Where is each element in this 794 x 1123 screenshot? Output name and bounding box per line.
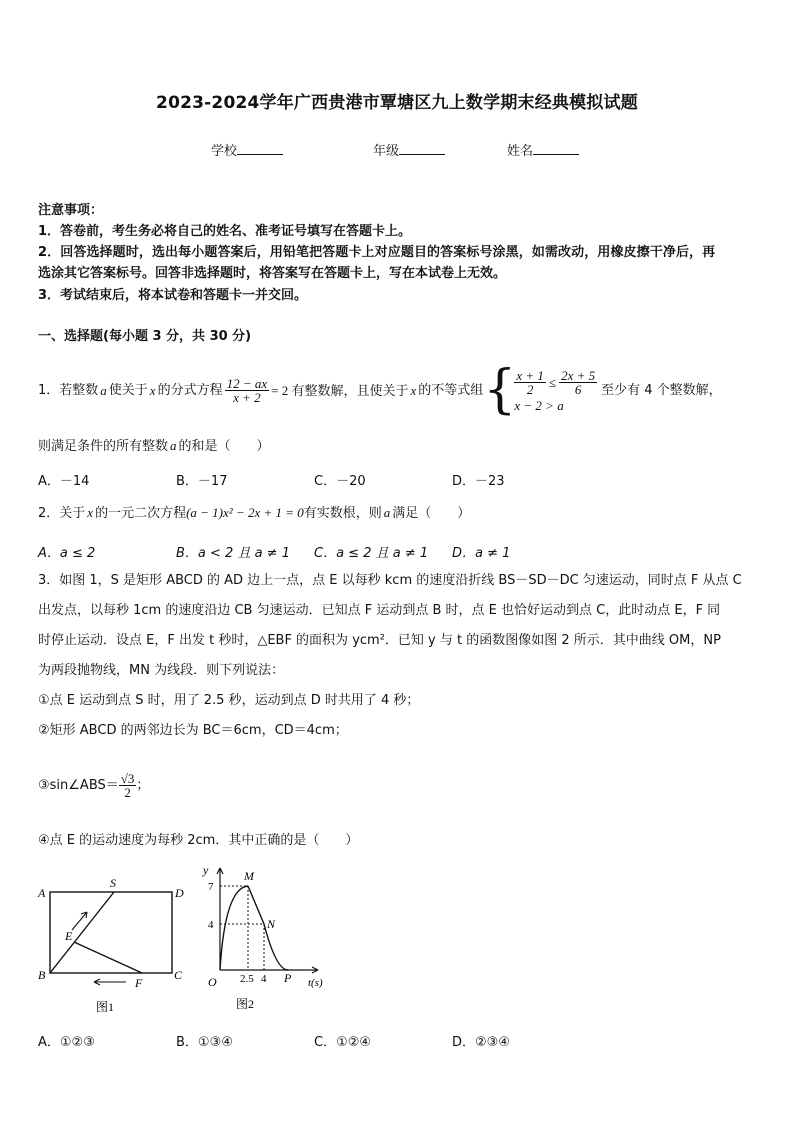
fig2-tick-y4: 4 (208, 919, 214, 931)
notice-item-3: 3．考试结束后，将本试卷和答题卡一并交回。 (38, 288, 308, 303)
q1-var-x-2: x (410, 382, 417, 398)
question-1 (38, 362, 722, 418)
notice-heading: 注意事项： (38, 203, 104, 218)
q1-fraction-equation (225, 377, 270, 404)
fig2-tick-y7: 7 (208, 881, 214, 893)
q1-option-a[interactable]: A．－14 (38, 474, 90, 489)
q1-text-1: 1．若整数 (38, 382, 99, 398)
q3-option-d[interactable]: D．②③④ (452, 1035, 510, 1050)
name-field (507, 140, 579, 159)
q1-text-6: 至少有 4 个整数解， (601, 382, 722, 398)
q3-option-b[interactable]: B．①③④ (176, 1035, 233, 1050)
q2-text-2: 的一元二次方程 (95, 506, 187, 521)
q2-text-3: 有实数根，则 (303, 506, 382, 521)
q2-var-x: x (87, 505, 94, 520)
fig1-label-s: S (110, 876, 116, 890)
fig2-label-n: N (267, 917, 276, 931)
q1-ineq1-left-num: x + 1 (516, 367, 544, 383)
fig1-caption: 图1 (96, 1000, 115, 1014)
fig1-label-c: C (174, 968, 183, 982)
q1-line2-var-a: a (170, 438, 177, 453)
fig1-label-f: F (135, 976, 143, 990)
q1-text-3: 的分式方程 (157, 382, 223, 398)
q3-line-3: 时停止运动．设点 E，F 出发 t 秒时，△EBF 的面积为 ycm²．已知 y 与 t 的函数图像如图 2 所示．其中曲线 OM，NP (38, 633, 721, 648)
section-heading: 一、选择题(每小题 3 分，共 30 分) (38, 329, 252, 344)
fig1-segment-ef (74, 942, 142, 973)
q3-s3-prefix: ③sin∠ABS＝ (38, 778, 119, 793)
q2-text-4: 满足（ ） (392, 506, 471, 521)
name-label: 姓名 (507, 144, 534, 159)
q3-line-2: 出发点，以每秒 1cm 的速度沿边 CB 匀速运动．已知点 F 运动到点 B 时，点 E 也恰好运动到点 C，此时动点 E，F 同 (38, 603, 721, 618)
q3-option-a[interactable]: A．①②③ (38, 1035, 95, 1050)
q1-brace: { (483, 360, 517, 420)
fig1-label-b: B (38, 968, 46, 982)
school-field (211, 140, 283, 159)
fig2-curve-om (220, 886, 248, 970)
fig2-caption: 图2 (236, 997, 255, 1011)
q2-option-a[interactable]: A．a ≤ 2 (38, 546, 96, 561)
q3-s3-den: 2 (124, 785, 131, 800)
notice-item-2: 2．回答选择题时，选出每小题答案后，用铅笔把答题卡上对应题目的答案标号涂黑，如需改动，用橡皮擦干净后，再 (38, 245, 716, 260)
q1-option-b[interactable]: B．－17 (176, 474, 228, 489)
q1-line-2 (38, 439, 270, 453)
grade-label: 年级 (373, 144, 400, 159)
figure-2 (200, 858, 340, 1018)
q3-line-1: 3．如图 1，S 是矩形 ABCD 的 AD 边上一点，点 E 以每秒 kcm 的速度沿折线 BS－SD－DC 匀速运动，同时点 F 从点 C (38, 573, 742, 588)
fig2-label-t: t(s) (308, 977, 323, 989)
fig2-label-p: P (284, 971, 292, 985)
q1-eq-denominator: x + 2 (233, 389, 261, 405)
q1-option-c[interactable]: C．－20 (314, 474, 366, 489)
q1-var-a: a (100, 382, 107, 398)
school-blank[interactable] (237, 142, 283, 155)
q2-equation: (a − 1)x² − 2x + 1 = 0 (186, 505, 304, 520)
q2-option-d[interactable]: D．a ≠ 1 (452, 546, 511, 561)
q1-ineq1-left (514, 369, 546, 396)
fig1-arrow-e (72, 912, 87, 930)
q3-line-4: 为两段抛物线，MN 为线段．则下列说法： (38, 663, 285, 678)
school-label: 学校 (211, 144, 238, 159)
q1-inequality-2: x − 2 > a (514, 397, 564, 413)
fig1-label-e: E (65, 929, 73, 943)
q1-ineq1-right-den: 6 (574, 381, 582, 397)
q3-s3-num: √3 (120, 771, 135, 786)
q1-text-5: 的不等式组 (418, 382, 484, 398)
fig2-tick-x4: 4 (261, 973, 267, 985)
fig2-segment-mn (248, 886, 264, 924)
q1-line2-text-a: 则满足条件的所有整数 (38, 439, 169, 454)
q2-text-1: 2．关于 (38, 506, 86, 521)
name-blank[interactable] (533, 142, 579, 155)
fig1-segment-bs (50, 892, 114, 973)
q1-ineq1-op: ≤ (548, 374, 557, 390)
q2-var-a: a (383, 505, 391, 520)
fig2-label-m: M (244, 869, 254, 883)
figure-1 (34, 870, 194, 1018)
notice-item-1: 1．答卷前，考生务必将自己的姓名、准考证号填写在答题卡上。 (38, 224, 412, 239)
q1-line2-text-b: 的和是（ ） (178, 439, 270, 454)
question-3 (38, 574, 760, 754)
fig1-label-a: A (38, 886, 46, 900)
fig2-label-y: y (203, 863, 209, 877)
q1-var-x: x (149, 382, 156, 398)
grade-field (373, 140, 445, 159)
q3-statement-3 (38, 772, 149, 799)
q1-text-4: = 2 有整数解，且使关于 (271, 382, 409, 398)
q1-option-d[interactable]: D．－23 (452, 474, 505, 489)
q1-eq-numerator: 12 − ax (226, 375, 268, 391)
grade-blank[interactable] (399, 142, 445, 155)
q2-option-c[interactable]: C．a ≤ 2 且 a ≠ 1 (314, 546, 429, 561)
q1-ineq1-right (559, 369, 597, 396)
q1-inequality-system (514, 369, 597, 412)
q3-s3-fraction (119, 772, 137, 799)
q3-statement-1: ①点 E 运动到点 S 时，用了 2.5 秒，运动到点 D 时共用了 4 秒； (38, 693, 420, 708)
q1-ineq1-left-den: 2 (526, 381, 534, 397)
q3-statement-4: ④点 E 的运动速度为每秒 2cm．其中正确的是（ ） (38, 833, 359, 848)
q1-text-2: 使关于 (108, 382, 148, 398)
q1-ineq1-right-num: 2x + 5 (561, 367, 596, 383)
fig1-label-d: D (175, 886, 184, 900)
fig2-tick-x25: 2.5 (240, 973, 254, 985)
q1-inequality-1 (514, 369, 597, 396)
q3-statement-2: ②矩形 ABCD 的两邻边长为 BC＝6cm，CD＝4cm； (38, 723, 348, 738)
q2-option-b[interactable]: B．a < 2 且 a ≠ 1 (176, 546, 290, 561)
notice-item-2-cont: 选涂其它答案标号。回答非选择题时，将答案写在答题卡上，写在本试卷上无效。 (38, 266, 507, 281)
question-2 (38, 506, 470, 520)
q3-s3-suffix: ； (136, 778, 150, 793)
q3-option-c[interactable]: C．①②④ (314, 1035, 372, 1050)
page-title: 2023-2024学年广西贵港市覃塘区九上数学期末经典模拟试题 (156, 93, 638, 113)
fig2-label-o: O (208, 975, 217, 989)
